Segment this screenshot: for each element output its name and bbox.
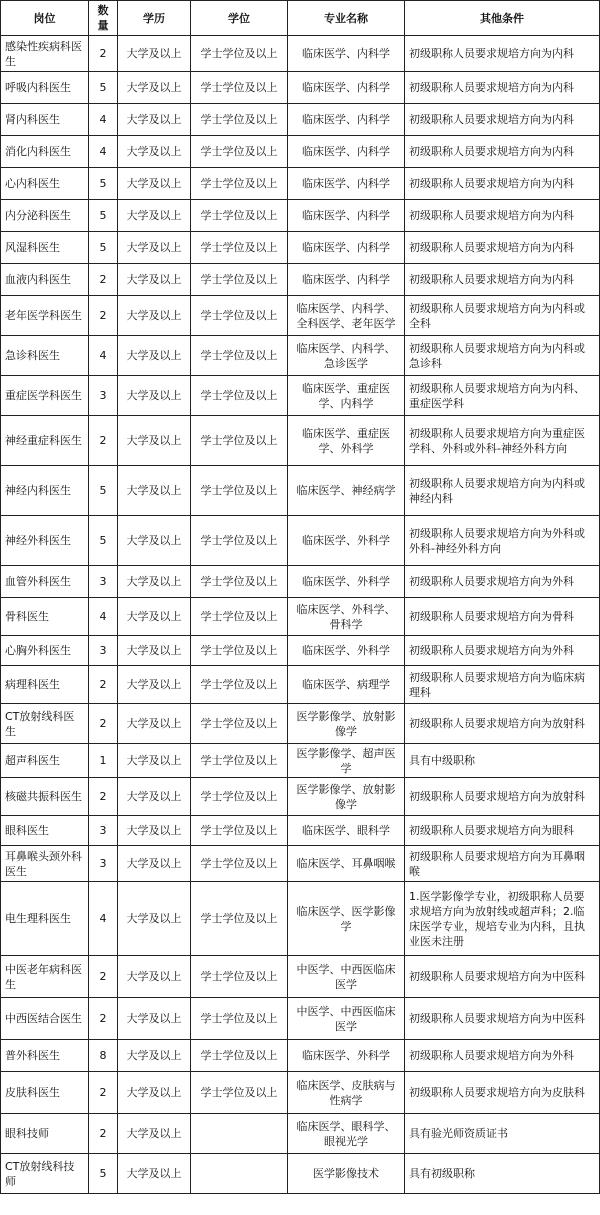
cell-quantity: 2 — [89, 36, 118, 72]
cell-other-conditions: 初级职称人员要求规培方向为内科 — [405, 200, 600, 232]
cell-degree: 学士学位及以上 — [191, 704, 288, 744]
table-row — [1, 36, 600, 72]
cell-position: 核磁共振科医生 — [1, 778, 89, 816]
cell-degree: 学士学位及以上 — [191, 998, 288, 1040]
cell-quantity: 5 — [89, 1154, 118, 1194]
cell-education: 大学及以上 — [118, 846, 191, 882]
cell-other-conditions: 初级职称人员要求规培方向为重症医学科、外科或外科-神经外科方向 — [405, 416, 600, 466]
cell-major: 临床医学、病理学 — [288, 666, 405, 704]
cell-position: 耳鼻喉头颈外科医生 — [1, 846, 89, 882]
cell-major: 临床医学、眼科学 — [288, 816, 405, 846]
cell-quantity: 2 — [89, 956, 118, 998]
cell-major: 临床医学、外科学 — [288, 636, 405, 666]
header-quantity: 数量 — [89, 1, 118, 36]
cell-quantity: 5 — [89, 516, 118, 566]
cell-education: 大学及以上 — [118, 598, 191, 636]
cell-degree: 学士学位及以上 — [191, 744, 288, 778]
cell-major: 临床医学、内科学 — [288, 232, 405, 264]
cell-quantity: 5 — [89, 466, 118, 516]
table-row — [1, 1040, 600, 1072]
cell-quantity: 3 — [89, 376, 118, 416]
cell-position: 中西医结合医生 — [1, 998, 89, 1040]
cell-other-conditions: 初级职称人员要求规培方向为内科或神经内科 — [405, 466, 600, 516]
cell-major: 临床医学、内科学 — [288, 72, 405, 104]
cell-degree: 学士学位及以上 — [191, 376, 288, 416]
cell-other-conditions: 具有初级职称 — [405, 1154, 600, 1194]
cell-position: 内分泌科医生 — [1, 200, 89, 232]
cell-education: 大学及以上 — [118, 1154, 191, 1194]
cell-other-conditions: 初级职称人员要求规培方向为外科 — [405, 1040, 600, 1072]
cell-position: 中医老年病科医生 — [1, 956, 89, 998]
cell-education: 大学及以上 — [118, 1072, 191, 1114]
cell-degree: 学士学位及以上 — [191, 1040, 288, 1072]
cell-position: 心内科医生 — [1, 168, 89, 200]
table-row — [1, 778, 600, 816]
cell-position: 血管外科医生 — [1, 566, 89, 598]
cell-other-conditions: 初级职称人员要求规培方向为内科或急诊科 — [405, 336, 600, 376]
cell-quantity: 4 — [89, 598, 118, 636]
cell-degree: 学士学位及以上 — [191, 1072, 288, 1114]
header-other-conditions: 其他条件 — [405, 1, 600, 36]
cell-major: 临床医学、重症医学、内科学 — [288, 376, 405, 416]
table-row — [1, 956, 600, 998]
table-row — [1, 882, 600, 956]
cell-education: 大学及以上 — [118, 232, 191, 264]
cell-major: 临床医学、内科学、急诊医学 — [288, 336, 405, 376]
cell-position: 病理科医生 — [1, 666, 89, 704]
cell-degree: 学士学位及以上 — [191, 778, 288, 816]
cell-position: 神经外科医生 — [1, 516, 89, 566]
cell-degree: 学士学位及以上 — [191, 72, 288, 104]
cell-degree: 学士学位及以上 — [191, 516, 288, 566]
cell-quantity: 2 — [89, 778, 118, 816]
cell-position: CT放射线科医生 — [1, 704, 89, 744]
cell-major: 临床医学、内科学 — [288, 136, 405, 168]
table-row — [1, 744, 600, 778]
cell-major: 临床医学、耳鼻咽喉 — [288, 846, 405, 882]
cell-education: 大学及以上 — [118, 704, 191, 744]
cell-quantity: 3 — [89, 846, 118, 882]
cell-education: 大学及以上 — [118, 104, 191, 136]
cell-quantity: 2 — [89, 416, 118, 466]
cell-degree: 学士学位及以上 — [191, 36, 288, 72]
cell-quantity: 2 — [89, 1072, 118, 1114]
cell-other-conditions: 初级职称人员要求规培方向为外科或外科-神经外科方向 — [405, 516, 600, 566]
cell-quantity: 5 — [89, 72, 118, 104]
table-row — [1, 336, 600, 376]
cell-other-conditions: 初级职称人员要求规培方向为临床病理科 — [405, 666, 600, 704]
table-row — [1, 598, 600, 636]
cell-position: 肾内科医生 — [1, 104, 89, 136]
cell-major: 临床医学、内科学 — [288, 104, 405, 136]
cell-degree: 学士学位及以上 — [191, 136, 288, 168]
cell-other-conditions: 具有验光师资质证书 — [405, 1114, 600, 1154]
cell-position: 超声科医生 — [1, 744, 89, 778]
cell-quantity: 4 — [89, 882, 118, 956]
cell-position: 老年医学科医生 — [1, 296, 89, 336]
cell-quantity: 4 — [89, 136, 118, 168]
cell-education: 大学及以上 — [118, 636, 191, 666]
cell-degree: 学士学位及以上 — [191, 296, 288, 336]
cell-other-conditions: 初级职称人员要求规培方向为内科 — [405, 264, 600, 296]
cell-other-conditions: 初级职称人员要求规培方向为放射科 — [405, 704, 600, 744]
cell-education: 大学及以上 — [118, 778, 191, 816]
cell-position: 消化内科医生 — [1, 136, 89, 168]
cell-education: 大学及以上 — [118, 956, 191, 998]
cell-other-conditions: 初级职称人员要求规培方向为皮肤科 — [405, 1072, 600, 1114]
cell-position: 眼科技师 — [1, 1114, 89, 1154]
header-major: 专业名称 — [288, 1, 405, 36]
cell-degree — [191, 1114, 288, 1154]
table-row — [1, 846, 600, 882]
cell-position: 呼吸内科医生 — [1, 72, 89, 104]
table-row — [1, 704, 600, 744]
table-body — [1, 36, 600, 1194]
table-row — [1, 636, 600, 666]
cell-education: 大学及以上 — [118, 466, 191, 516]
cell-major: 临床医学、外科学 — [288, 566, 405, 598]
cell-quantity: 2 — [89, 666, 118, 704]
cell-other-conditions: 初级职称人员要求规培方向为内科、重症医学科 — [405, 376, 600, 416]
cell-position: 风湿科医生 — [1, 232, 89, 264]
cell-major: 临床医学、内科学、全科医学、老年医学 — [288, 296, 405, 336]
cell-degree: 学士学位及以上 — [191, 598, 288, 636]
cell-degree: 学士学位及以上 — [191, 104, 288, 136]
cell-education: 大学及以上 — [118, 666, 191, 704]
cell-quantity: 4 — [89, 104, 118, 136]
cell-degree: 学士学位及以上 — [191, 666, 288, 704]
cell-education: 大学及以上 — [118, 998, 191, 1040]
table-row — [1, 232, 600, 264]
cell-position: 皮肤科医生 — [1, 1072, 89, 1114]
cell-other-conditions: 初级职称人员要求规培方向为内科 — [405, 168, 600, 200]
cell-other-conditions: 初级职称人员要求规培方向为内科 — [405, 232, 600, 264]
table-row — [1, 296, 600, 336]
table-row — [1, 72, 600, 104]
table-row — [1, 516, 600, 566]
cell-education: 大学及以上 — [118, 566, 191, 598]
table-row — [1, 264, 600, 296]
cell-degree: 学士学位及以上 — [191, 232, 288, 264]
table-row — [1, 104, 600, 136]
cell-other-conditions: 初级职称人员要求规培方向为中医科 — [405, 956, 600, 998]
cell-degree: 学士学位及以上 — [191, 816, 288, 846]
cell-quantity: 2 — [89, 296, 118, 336]
cell-other-conditions: 初级职称人员要求规培方向为内科 — [405, 136, 600, 168]
cell-major: 医学影像技术 — [288, 1154, 405, 1194]
table-row — [1, 1114, 600, 1154]
cell-degree: 学士学位及以上 — [191, 168, 288, 200]
cell-major: 临床医学、重症医学、外科学 — [288, 416, 405, 466]
cell-quantity: 4 — [89, 336, 118, 376]
cell-position: 急诊科医生 — [1, 336, 89, 376]
cell-education: 大学及以上 — [118, 36, 191, 72]
header-row — [1, 1, 600, 36]
cell-degree: 学士学位及以上 — [191, 636, 288, 666]
cell-quantity: 2 — [89, 998, 118, 1040]
cell-education: 大学及以上 — [118, 816, 191, 846]
table-row — [1, 376, 600, 416]
cell-degree: 学士学位及以上 — [191, 336, 288, 376]
cell-quantity: 5 — [89, 168, 118, 200]
cell-major: 临床医学、外科学、骨科学 — [288, 598, 405, 636]
table-row — [1, 466, 600, 516]
cell-degree: 学士学位及以上 — [191, 264, 288, 296]
cell-other-conditions: 初级职称人员要求规培方向为外科 — [405, 566, 600, 598]
cell-education: 大学及以上 — [118, 882, 191, 956]
header-degree: 学位 — [191, 1, 288, 36]
cell-education: 大学及以上 — [118, 200, 191, 232]
cell-degree: 学士学位及以上 — [191, 200, 288, 232]
cell-degree: 学士学位及以上 — [191, 416, 288, 466]
cell-other-conditions: 初级职称人员要求规培方向为耳鼻咽喉 — [405, 846, 600, 882]
cell-education: 大学及以上 — [118, 296, 191, 336]
table-row — [1, 200, 600, 232]
cell-other-conditions: 初级职称人员要求规培方向为外科 — [405, 636, 600, 666]
cell-other-conditions: 初级职称人员要求规培方向为放射科 — [405, 778, 600, 816]
cell-major: 医学影像学、放射影像学 — [288, 704, 405, 744]
cell-major: 中医学、中西医临床医学 — [288, 998, 405, 1040]
cell-degree: 学士学位及以上 — [191, 956, 288, 998]
cell-education: 大学及以上 — [118, 168, 191, 200]
table-row — [1, 816, 600, 846]
cell-quantity: 2 — [89, 1114, 118, 1154]
cell-major: 临床医学、外科学 — [288, 1040, 405, 1072]
cell-position: 骨科医生 — [1, 598, 89, 636]
cell-other-conditions: 具有中级职称 — [405, 744, 600, 778]
cell-other-conditions: 初级职称人员要求规培方向为内科 — [405, 36, 600, 72]
cell-education: 大学及以上 — [118, 264, 191, 296]
cell-other-conditions: 初级职称人员要求规培方向为内科 — [405, 72, 600, 104]
cell-quantity: 5 — [89, 200, 118, 232]
cell-quantity: 1 — [89, 744, 118, 778]
cell-major: 临床医学、眼科学、眼视光学 — [288, 1114, 405, 1154]
cell-position: 重症医学科医生 — [1, 376, 89, 416]
cell-major: 中医学、中西医临床医学 — [288, 956, 405, 998]
header-position: 岗位 — [1, 1, 89, 36]
cell-quantity: 2 — [89, 264, 118, 296]
cell-education: 大学及以上 — [118, 416, 191, 466]
cell-education: 大学及以上 — [118, 516, 191, 566]
cell-quantity: 5 — [89, 232, 118, 264]
cell-position: 眼科医生 — [1, 816, 89, 846]
table-row — [1, 566, 600, 598]
table-row — [1, 416, 600, 466]
cell-education: 大学及以上 — [118, 376, 191, 416]
table-row — [1, 168, 600, 200]
cell-degree: 学士学位及以上 — [191, 846, 288, 882]
cell-other-conditions: 初级职称人员要求规培方向为眼科 — [405, 816, 600, 846]
cell-position: 神经重症科医生 — [1, 416, 89, 466]
cell-major: 医学影像学、超声医学 — [288, 744, 405, 778]
cell-education: 大学及以上 — [118, 1114, 191, 1154]
cell-major: 临床医学、外科学 — [288, 516, 405, 566]
cell-other-conditions: 初级职称人员要求规培方向为骨科 — [405, 598, 600, 636]
cell-major: 临床医学、神经病学 — [288, 466, 405, 516]
cell-education: 大学及以上 — [118, 336, 191, 376]
cell-degree: 学士学位及以上 — [191, 466, 288, 516]
cell-major: 临床医学、内科学 — [288, 200, 405, 232]
cell-quantity: 3 — [89, 566, 118, 598]
cell-other-conditions: 初级职称人员要求规培方向为中医科 — [405, 998, 600, 1040]
cell-education: 大学及以上 — [118, 136, 191, 168]
cell-position: 普外科医生 — [1, 1040, 89, 1072]
table-row — [1, 666, 600, 704]
cell-major: 临床医学、内科学 — [288, 36, 405, 72]
table-row — [1, 136, 600, 168]
cell-education: 大学及以上 — [118, 1040, 191, 1072]
cell-degree — [191, 1154, 288, 1194]
table-row — [1, 1072, 600, 1114]
cell-education: 大学及以上 — [118, 744, 191, 778]
cell-position: 神经内科医生 — [1, 466, 89, 516]
cell-position: 血液内科医生 — [1, 264, 89, 296]
cell-major: 临床医学、医学影像学 — [288, 882, 405, 956]
header-education: 学历 — [118, 1, 191, 36]
cell-quantity: 3 — [89, 816, 118, 846]
cell-degree: 学士学位及以上 — [191, 566, 288, 598]
cell-major: 临床医学、皮肤病与性病学 — [288, 1072, 405, 1114]
cell-quantity: 3 — [89, 636, 118, 666]
cell-position: 感染性疾病科医生 — [1, 36, 89, 72]
table-row — [1, 1154, 600, 1194]
cell-position: 心胸外科医生 — [1, 636, 89, 666]
cell-position: 电生理科医生 — [1, 882, 89, 956]
cell-other-conditions: 初级职称人员要求规培方向为内科 — [405, 104, 600, 136]
cell-position: CT放射线科技师 — [1, 1154, 89, 1194]
cell-quantity: 8 — [89, 1040, 118, 1072]
cell-major: 临床医学、内科学 — [288, 264, 405, 296]
cell-education: 大学及以上 — [118, 72, 191, 104]
table-row — [1, 998, 600, 1040]
cell-other-conditions: 初级职称人员要求规培方向为内科或全科 — [405, 296, 600, 336]
cell-major: 临床医学、内科学 — [288, 168, 405, 200]
cell-major: 医学影像学、放射影像学 — [288, 778, 405, 816]
cell-degree: 学士学位及以上 — [191, 882, 288, 956]
cell-other-conditions: 1.医学影像学专业，初级职称人员要求规培方向为放射线或超声科；2.临床医学专业，规培专业为内科，且执业医未注册 — [405, 882, 600, 956]
cell-quantity: 2 — [89, 704, 118, 744]
